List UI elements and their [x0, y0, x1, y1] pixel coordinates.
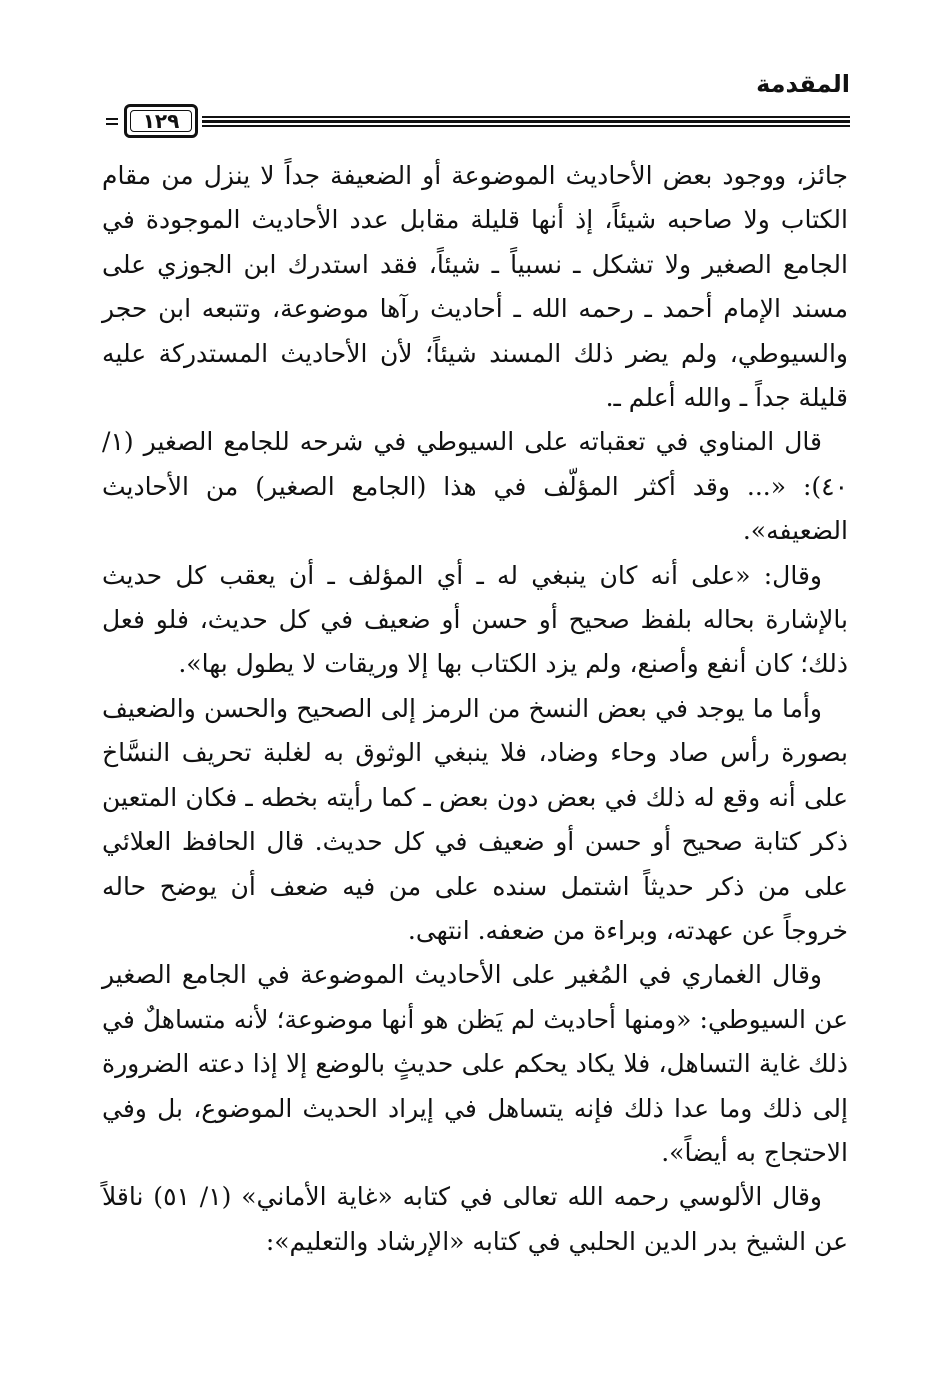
paragraph-1: جائز، ووجود بعض الأحاديث الموضوعة أو الضعيفة جداً لا ينزل من مقام الكتاب ولا صاحبه شيئاً، إذ أنها قليلة مقابل عدد الأحاديث الموجودة في الجامع الصغير ولا تشكل ـ نسبياً ـ شيئاً، فقد استدرك ابن الجوزي على مسند الإمام أحمد ـ رحمه الله ـ أحاديث رآها موضوعة، وتتبعه ابن حجر والسيوطي، ولم يضر ذلك المسند شيئاً؛ لأن الأحاديث المستدركة عليه قليلة جداً ـ والله أعلم ـ. [102, 161, 848, 413]
paragraph-6: وقال الألوسي رحمه الله تعالى في كتابه «غاية الأماني» (١/ ٥١) ناقلاً عن الشيخ بدر الدين الحلبي في كتابه «الإرشاد والتعليم»: [102, 1182, 848, 1256]
paragraph-5: وقال الغماري في المُغير على الأحاديث الموضوعة في الجامع الصغير عن السيوطي: «ومنها أحاديث لم يَظن هو أنها موضوعة؛ لأنه متساهلٌ في ذلك غاية التساهل، فلا يكاد يحكم على حديثٍ بالوضع إلا إذا دعته الضرورة إلى ذلك وما عدا ذلك فإنه يتساهل في إيراد الحديث الموضوع، بل وفي الاحتجاج به أيضاً». [102, 960, 848, 1167]
header-rule [106, 104, 850, 140]
body-text [102, 154, 848, 1264]
paragraph-2: قال المناوي في تعقباته على السيوطي في شرحه للجامع الصغير (١/ ٤٠): «... وقد أكثر المؤلّف في هذا (الجامع الصغير) من الأحاديث الضعيفه». [102, 427, 848, 546]
page-number-frame [124, 104, 198, 138]
paragraph-3: وقال: «على أنه كان ينبغي له ـ أي المؤلف ـ أن يعقب كل حديث بالإشارة بحاله بلفظ صحيح أو حسن أو ضعيف في كل حديث، فلو فعل ذلك؛ كان أنفع وأصنع، ولم يزد الكتاب بها إلا وريقات لا يطول بها». [102, 560, 848, 679]
running-header-title: المقدمة [756, 70, 850, 98]
page-number: ١٢٩ [142, 109, 180, 133]
rule-end-mark [106, 116, 118, 127]
paragraph-4: وأما ما يوجد في بعض النسخ من الرمز إلى الصحيح والحسن والضعيف بصورة رأس صاد وحاء وضاد، فلا ينبغي الوثوق به لغلبة تحريف النسَّاخ على أنه وقع له ذلك في بعض دون بعض ـ كما رأيته بخطه ـ فكان المتعين ذكر كتابة صحيح أو حسن أو ضعيف في كل حديث. قال الحافظ العلائي على من ذكر حديثاً اشتمل سنده على من فيه ضعف أن يوضح حاله خروجاً عن عهدته، وبراءة من ضعفه. انتهى. [102, 693, 848, 945]
header-rule-lines [202, 116, 850, 128]
